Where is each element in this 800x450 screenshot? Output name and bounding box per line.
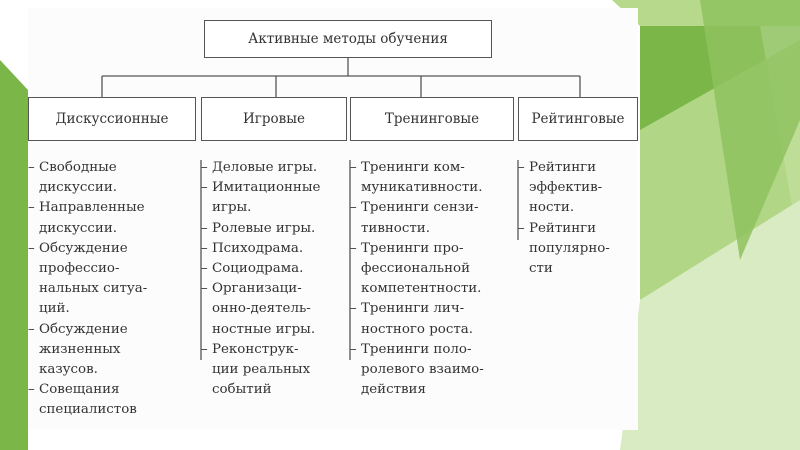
method-item-line: популярно- xyxy=(529,240,610,256)
category-items-rating xyxy=(518,158,610,279)
method-item-line: Тренинги ком- xyxy=(361,160,465,175)
method-item-line: Тренинги сензи- xyxy=(361,200,479,216)
method-item-line: ностного роста. xyxy=(361,321,473,337)
method-item: – Направленные дискуссии. xyxy=(28,198,147,238)
method-item: – Психодрама. xyxy=(201,239,320,259)
method-item-line: Реконструк- xyxy=(212,341,299,357)
method-item-line: Направленные xyxy=(39,200,145,216)
method-item-line: Рейтинги xyxy=(529,220,597,236)
method-item-line: казусов. xyxy=(39,362,98,378)
method-item-line: ностные игры. xyxy=(212,321,316,337)
method-item-line: дискуссии. xyxy=(39,220,118,236)
method-item: – Тренинги про- фессиональной компетентности. xyxy=(350,239,484,300)
slide-content xyxy=(28,8,638,430)
method-item-line: специалистов xyxy=(39,402,137,418)
method-item-line: тивности. xyxy=(361,220,430,236)
method-item: – Тренинги ком- муникативности. xyxy=(350,158,484,198)
method-item-line: ций. xyxy=(39,301,70,317)
category-label-game: Игровые xyxy=(243,111,305,127)
root-label: Активные методы обучения xyxy=(248,31,448,47)
method-item: – Совещания специалистов xyxy=(28,380,147,420)
method-item-line: игры. xyxy=(212,200,252,216)
method-item: – Социодрама. xyxy=(201,259,320,279)
method-item-line: Свободные xyxy=(39,160,117,175)
method-item: – Тренинги лич- ностного роста. xyxy=(350,299,484,339)
category-box-rating xyxy=(518,97,638,141)
category-box-discussion xyxy=(28,97,196,141)
method-item-line: эффектив- xyxy=(529,180,603,196)
method-item-line: событий xyxy=(212,382,272,398)
method-item-line: Тренинги поло- xyxy=(361,341,472,357)
method-item-line: Тренинги про- xyxy=(361,240,464,256)
green-shape-left-strip xyxy=(0,60,28,450)
category-items-game xyxy=(201,158,320,400)
category-label-discussion: Дискуссионные xyxy=(55,111,169,127)
method-item-line: действия xyxy=(361,382,426,398)
method-item-line: Ролевые игры. xyxy=(212,220,316,236)
method-item-line: Организаци- xyxy=(212,281,302,297)
method-item-line: Совещания xyxy=(39,382,120,398)
method-item: – Тренинги поло- ролевого взаимо- действия xyxy=(350,340,484,401)
method-item-line: Обсуждение xyxy=(39,240,128,256)
method-item-line: ности. xyxy=(529,200,575,216)
method-item: – Обсуждение профессио- нальных ситуа- ций. xyxy=(28,239,147,320)
category-items-training xyxy=(350,158,484,400)
method-item: – Деловые игры. xyxy=(201,158,320,178)
method-item: – Свободные дискуссии. xyxy=(28,158,147,198)
method-item-line: Имитационные xyxy=(212,180,321,196)
method-item-line: Тренинги лич- xyxy=(361,301,465,317)
method-item-line: жизненных xyxy=(39,341,121,357)
method-item-line: нальных ситуа- xyxy=(39,281,148,297)
category-label-training: Тренинговые xyxy=(384,111,480,127)
method-item-line: дискуссии. xyxy=(39,180,118,196)
method-item: – Организаци- онно-деятель- ностные игры. xyxy=(201,279,320,340)
method-item-line: ролевого взаимо- xyxy=(361,362,484,378)
method-item: – Имитационные игры. xyxy=(201,178,320,218)
method-item-line: Деловые игры. xyxy=(212,160,318,175)
root-box xyxy=(204,20,492,58)
method-item-line: Социодрама. xyxy=(212,261,304,277)
method-item-line: компетентности. xyxy=(361,281,482,297)
category-box-game xyxy=(201,97,347,141)
category-box-training xyxy=(350,97,514,141)
method-item-line: Рейтинги xyxy=(529,160,597,175)
method-item-line: ции реальных xyxy=(212,362,311,378)
method-item: – Рейтинги эффектив- ности. xyxy=(518,158,610,219)
method-item: – Реконструк- ции реальных событий xyxy=(201,340,320,401)
method-item-line: онно-деятель- xyxy=(212,301,311,317)
category-items-discussion xyxy=(28,158,147,421)
method-item-line: фессиональной xyxy=(361,261,471,277)
method-item: – Ролевые игры. xyxy=(201,219,320,239)
method-item: – Тренинги сензи- тивности. xyxy=(350,198,484,238)
method-item-line: Психодрама. xyxy=(212,240,304,256)
category-label-rating: Рейтинговые xyxy=(531,111,625,127)
method-item-line: Обсуждение xyxy=(39,321,128,337)
method-item-line: сти xyxy=(529,261,553,277)
method-item-line: профессио- xyxy=(39,261,120,277)
method-item-line: муникативности. xyxy=(361,180,483,196)
method-item: – Обсуждение жизненных казусов. xyxy=(28,320,147,381)
method-item: – Рейтинги популярно- сти xyxy=(518,219,610,280)
